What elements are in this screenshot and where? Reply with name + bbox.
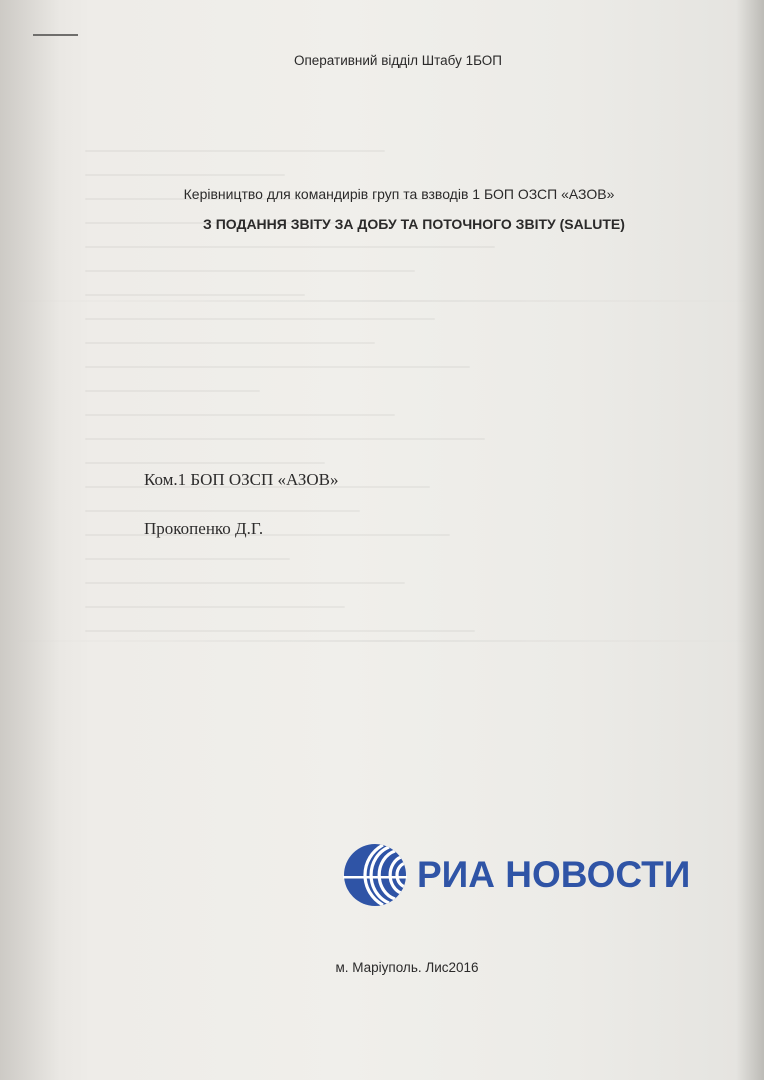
commander-name: Прокопенко Д.Г. (144, 519, 264, 538)
paper-shadow-left (0, 0, 60, 1080)
watermark-wordmark (407, 843, 707, 907)
paper-shadow-right (736, 0, 764, 1080)
ria-globe-icon (343, 843, 407, 907)
corner-dash-mark (33, 34, 78, 36)
ria-novosti-watermark (343, 843, 707, 907)
department-header: Оперативний відділ Штабу 1БОП (293, 53, 503, 68)
document-subject: З ПОДАННЯ ЗВІТУ ЗА ДОБУ ТА ПОТОЧНОГО ЗВІТУ (SALUTE) (203, 216, 625, 232)
footer-place-date: м. Маріуполь. Лис2016 (335, 960, 479, 975)
guide-title: Керівництво для командирів груп та взводів 1 БОП ОЗСП «АЗОВ» (183, 186, 615, 202)
commander-rank: Ком.1 БОП ОЗСП «АЗОВ» (144, 470, 339, 489)
watermark-text: РИА НОВОСТИ (417, 854, 691, 895)
